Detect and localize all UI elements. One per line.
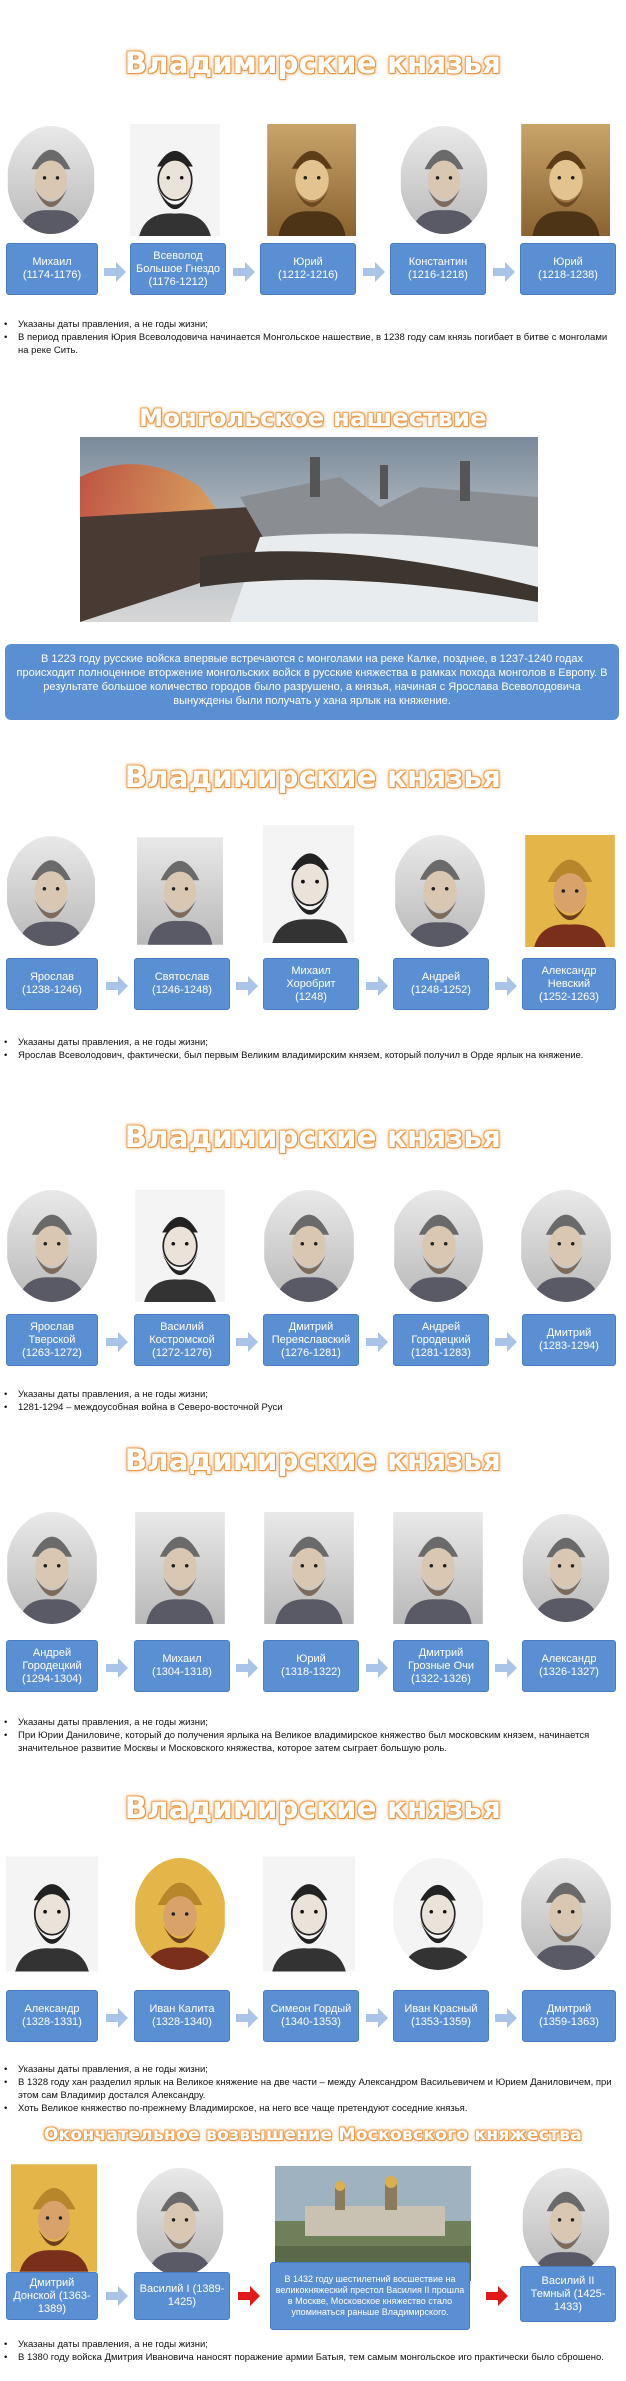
portrait-alexander-2 [520,1512,612,1624]
mongol-info-text: В 1223 году русские войска впервые встречаются с монголами на реке Калке, позднее, в 1237-1240 годах происходит полноценное вторжение монгольских войск в русские княжества в рамках похода монголов в Европу. В результате большое количество городов было разрушено, а князья, начиная с Ярослава Всеволодовича вынуждены были получать у хана ярлык на княжение. [16,653,608,707]
prince-box [522,1990,616,2042]
portrait-dmitry [520,1190,612,1302]
prince-name: Василий Костромской [149,1320,215,1346]
ruler-label: Василий II Темный (1425-1433) [530,2274,606,2313]
prince-box [134,1314,230,1366]
prince-name: Константин [408,256,468,268]
prince-name: Дмитрий [546,2003,592,2015]
prince-dates: (1340-1353) [281,2016,341,2028]
prince-dates: (1218-1238) [538,269,598,281]
prince-name: Андрей Городецкий [411,1320,471,1346]
arrow-right-icon [495,1658,517,1678]
prince-dates: (1328-1340) [152,2016,212,2028]
prince-name: Александр [24,2003,80,2015]
section4-title: Владимирские князья [124,1120,502,1154]
prince-name: Михаил Хоробрит [286,964,336,990]
prince-box [134,1640,230,1692]
arrow-right-icon [106,2008,128,2028]
prince-box [393,1640,489,1692]
prince-box [134,958,230,1010]
prince-name: Всеволод Большое Гнездо [136,249,220,275]
note: 1281-1294 – междоусобная война в Северо-восточной Руси [18,1402,283,1413]
section5-notes: • Указаны даты правления, а не годы жизни; • При Юрии Даниловиче, который до получения ярлыка на Великое владимирское княжество был московским князем, начинается значительное развитие Москвы и Московского княжества, которое затем сыграет большую роль. [4,1716,614,1755]
prince-dates: (1281-1283) [411,1346,471,1359]
portrait-dmitry-2 [520,1858,612,1970]
prince-box [130,243,226,295]
prince-box [263,958,359,1010]
prince-dates: (1326-1327) [539,1666,599,1678]
section6-title: Владимирские князья [124,1791,502,1825]
prince-name: Иван Красный [404,2003,478,2015]
ruler-label: Дмитрий Донской (1363-1389) [13,2276,91,2315]
prince-dates: (1322-1326) [411,1672,471,1685]
arrow-right-icon [495,2008,517,2028]
portrait-mikhail [5,124,97,236]
section3-title: Владимирские князья [124,760,502,794]
arrow-right-icon [495,1332,517,1352]
prince-name: Михаил [32,256,72,268]
portrait-dmitry-donskoy [8,2162,100,2274]
prince-dates: (1252-1263) [539,990,599,1003]
arrow-right-icon [106,1658,128,1678]
prince-dates: (1248) [295,990,327,1003]
arrow-right-red-icon [238,2286,260,2306]
portrait-vsevolod [129,124,221,236]
note: В период правления Юрия Всеволодовича начинается Монгольское нашествие, в 1238 году сам князь погибает в битве с монголами на реке Сить. [18,332,608,356]
battle-painting [80,437,538,622]
portrait-konstantin [398,124,490,236]
ruler-box [520,2266,616,2322]
prince-dates: (1246-1248) [152,984,212,996]
note: В 1328 году хан разделил ярлык на Великое княжение на две части – между Александром Васильевичем и Юрием Даниловичем, при этом сам Владимир достался Александру. [18,2077,612,2101]
prince-name: Ярослав [29,971,75,983]
prince-box [134,1990,230,2042]
arrow-right-icon [106,1332,128,1352]
portrait-mikhail-khorobrit [262,828,354,940]
portrait-yaroslav-tverskoy [6,1190,98,1302]
arrow-right-icon [106,976,128,996]
event-box [270,2262,470,2330]
prince-box [6,958,98,1010]
prince-name: Святослав [154,971,210,983]
prince-box [520,243,616,295]
prince-dates: (1294-1304) [22,1672,82,1685]
portrait-vasily-kostromskoy [134,1190,226,1302]
prince-box [522,1314,616,1366]
arrow-right-icon [236,2008,258,2028]
prince-dates: (1283-1294) [539,1340,599,1352]
note: При Юрии Даниловиче, который до получения ярлыка на Великое владимирское княжество был московским князем, начинается значительное развитие Москвы и Московского княжества, которое затем сыграет большую роль. [18,1730,590,1754]
prince-name: Андрей Городецкий [22,1646,82,1672]
ruler-label: Василий I (1389-1425) [139,2283,225,2308]
arrow-right-red-icon [486,2286,508,2306]
prince-name: Юрий [293,256,323,268]
section3-notes: • Указаны даты правления, а не годы жизни; • Ярослав Всеволодович, фактически, был первым Великим владимирским князем, который получил в Орде ярлык на княжение. [4,1037,584,1061]
portrait-alexander-nevsky [524,835,616,947]
arrow-right-icon [236,976,258,996]
prince-name: Михаил [162,1653,202,1665]
arrow-right-icon [495,976,517,996]
prince-dates: (1276-1281) [281,1346,341,1359]
portrait-yuri [264,124,356,236]
prince-dates: (1248-1252) [411,984,471,996]
prince-box [522,958,616,1010]
prince-name: Дмитрий Грозные Очи [407,1646,475,1672]
portrait-ivan-krasny [392,1858,484,1970]
prince-name: Иван Калита [149,2003,215,2015]
prince-box [6,1314,98,1366]
prince-name: Дмитрий [546,1327,592,1339]
prince-box [6,1640,98,1692]
note: В 1380 году войска Дмитрия Ивановича наносят поражение армии Батыя, тем самым монгольское иго практически было сброшено. [18,2352,604,2363]
prince-name: Александр Невский [541,964,597,990]
arrow-right-icon [106,2286,128,2306]
portrait-yaroslav [5,835,97,947]
section5-title: Владимирские князья [124,1443,502,1477]
portrait-vasily-i [134,2166,226,2278]
portrait-vasily-ii [520,2166,612,2278]
prince-dates: (1272-1276) [152,1346,212,1359]
portrait-andrei [393,835,485,947]
arrow-right-icon [366,1658,388,1678]
prince-dates: (1318-1322) [281,1666,341,1678]
prince-dates: (1359-1363) [539,2016,599,2028]
note: Указаны даты правления, а не годы жизни; [18,2339,208,2350]
prince-name: Симеон Гордый [270,2003,352,2015]
portrait-ivan-kalita [134,1858,226,1970]
prince-name: Александр [541,1653,597,1665]
section2-title: Монгольское нашествие [139,404,487,432]
prince-dates: (1238-1246) [22,984,82,996]
arrow-right-icon [236,1332,258,1352]
section1-title: Владимирские князья [124,46,502,80]
prince-dates: (1174-1176) [22,269,82,281]
prince-box [393,1990,489,2042]
portrait-yuri-2 [518,124,610,236]
arrow-right-icon [366,1332,388,1352]
prince-box [393,1314,489,1366]
arrow-right-icon [236,1658,258,1678]
portrait-andrei-gorodetsky [391,1190,483,1302]
arrow-right-icon [366,976,388,996]
prince-dates: (1176-1212) [148,275,208,288]
prince-box [263,1640,359,1692]
prince-dates: (1263-1272) [22,1346,82,1359]
prince-dates: (1216-1218) [408,269,468,281]
portrait-svyatoslav [134,835,226,947]
prince-dates: (1328-1331) [22,2016,82,2028]
prince-box [6,243,98,295]
prince-box [6,1990,98,2042]
note: Указаны даты правления, а не годы жизни; [18,319,208,330]
note: Указаны даты правления, а не годы жизни; [18,1389,208,1400]
portrait-dmitry-pereyaslavsky [263,1190,355,1302]
prince-box [522,1640,616,1692]
portrait-alexander-3 [6,1858,98,1970]
arrow-right-icon [366,2008,388,2028]
portrait-simeon-gordy [263,1858,355,1970]
prince-name: Ярослав Тверской [28,1320,76,1346]
prince-name: Юрий [296,1653,326,1665]
ruler-box [6,2272,98,2320]
arrow-right-icon [363,262,385,282]
mongol-info-box [5,644,619,720]
event-text: В 1432 году шестилетний восшествие на великокняжеский престол Василия II прошла в Москве, Московское княжество стало упоминаться раньше Владимирского. [275,2274,465,2317]
section4-notes: • Указаны даты правления, а не годы жизни; • 1281-1294 – междоусобная война в Северо-восточной Руси [4,1389,283,1413]
ruler-box [134,2272,230,2320]
portrait-andrei-gorodetsky-2 [6,1512,98,1624]
section7-notes: • Указаны даты правления, а не годы жизни; • В 1380 году войска Дмитрия Ивановича наносят поражение армии Батыя, тем самым монгольское иго практически было сброшено. [4,2339,604,2363]
prince-name: Юрий [553,256,583,268]
arrow-right-icon [493,262,515,282]
prince-name: Дмитрий Переяславский [271,1320,351,1346]
prince-dates: (1353-1359) [411,2016,471,2028]
portrait-yuri-3 [263,1512,355,1624]
prince-box [390,243,486,295]
portrait-mikhail-2 [134,1512,226,1624]
note: Указаны даты правления, а не годы жизни; [18,2064,208,2075]
section7-title: Окончательное возвышение Московского княжества [43,2125,583,2145]
arrow-right-icon [104,262,126,282]
note: Указаны даты правления, а не годы жизни; [18,1037,208,1048]
prince-box [263,1314,359,1366]
prince-box [393,958,489,1010]
note: Хоть Великое княжество по-прежнему Владимирское, на него все чаще претендуют соседние князья. [18,2103,468,2114]
prince-dates: (1304-1318) [152,1666,212,1678]
prince-name: Андрей [421,971,461,983]
prince-dates: (1212-1216) [278,269,338,281]
portrait-dmitry-groznye-ochi [392,1512,484,1624]
note: Указаны даты правления, а не годы жизни; [18,1717,208,1728]
note: Ярослав Всеволодович, фактически, был первым Великим владимирским князем, который получил в Орде ярлык на княжение. [18,1050,584,1061]
section6-notes: • Указаны даты правления, а не годы жизни; • В 1328 году хан разделил ярлык на Великое княжение на две части – между Александром Васильевичем и Юрием Даниловичем, при этом сам Владимир достался Александру. • Хоть Великое княжество по-прежнему Владимирское, на него все чаще претендуют соседние князья. [4,2063,614,2115]
prince-box [260,243,356,295]
prince-box [263,1990,359,2042]
section1-notes: • Указаны даты правления, а не годы жизни; • В период правления Юрия Всеволодовича начинается Монгольское нашествие, в 1238 году сам князь погибает в битве с монголами на реке Сить. [4,318,614,357]
arrow-right-icon [233,262,255,282]
